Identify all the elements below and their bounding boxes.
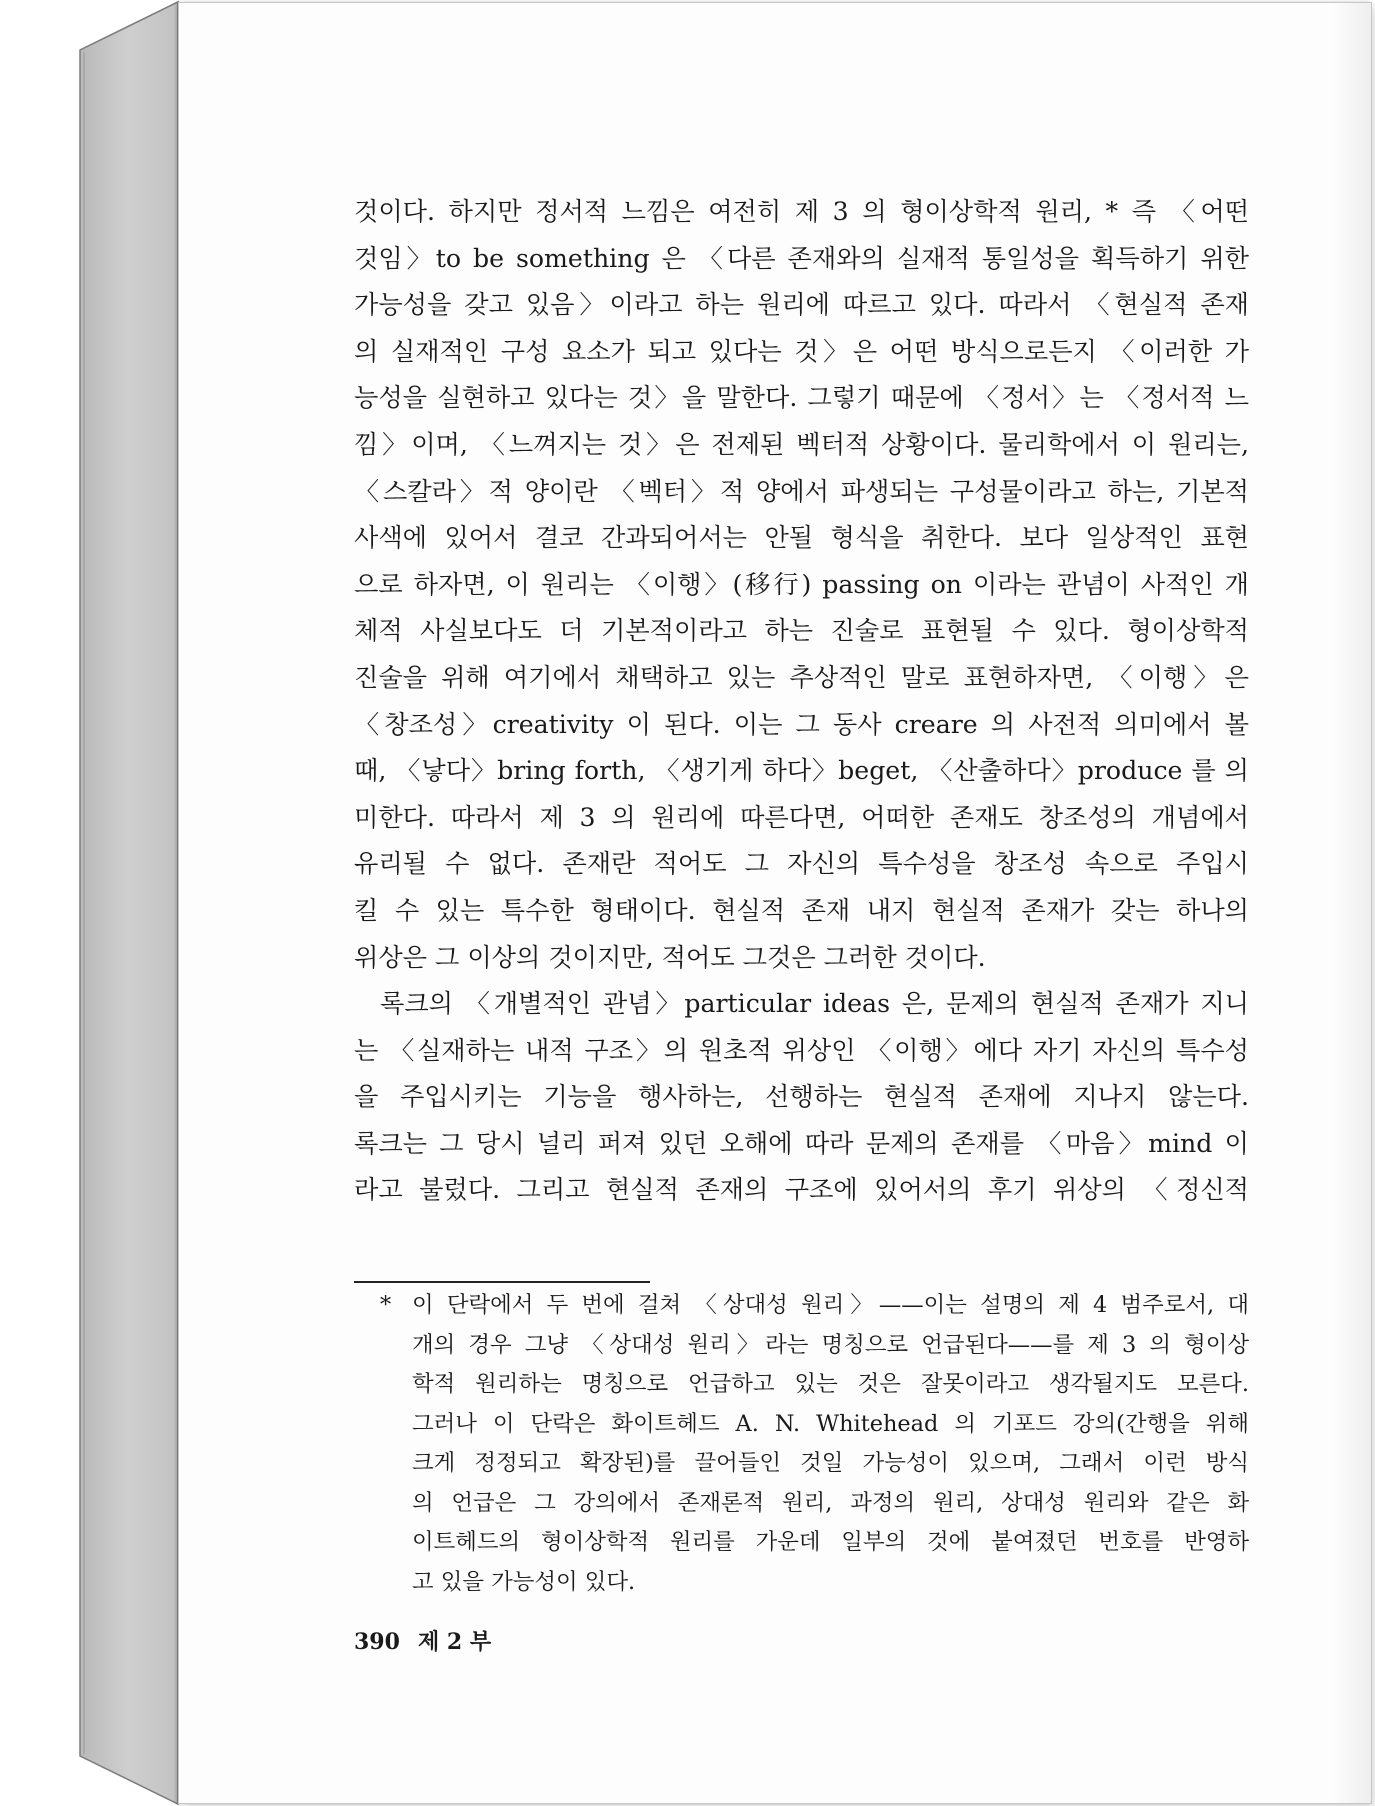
- body-line: 〈스칼라〉적 양이란 〈벡터〉적 양에서 파생되는 구성물이라고 하는, 기본적: [354, 476, 1249, 506]
- body-text: [354, 189, 1249, 1214]
- body-line: 유리될 수 없다. 존재란 적어도 그 자신의 특수성을 창조성 속으로 주입시: [354, 849, 1249, 879]
- body-line: 체적 사실보다도 더 기본적이라고 하는 진술로 표현될 수 있다. 형이상학적: [354, 616, 1249, 646]
- footnote-line: 크게 정정되고 확장된)를 끌어들인 것일 가능성이 있으며, 그래서 이런 방식: [412, 1450, 1249, 1476]
- footnote-divider: [354, 1281, 650, 1283]
- body-line: 는 〈실재하는 내적 구조〉의 원초적 위상인 〈이행〉에다 자기 자신의 특수성: [354, 1035, 1249, 1065]
- footnote-line: [354, 1286, 1249, 1326]
- body-line: 것이다. 하지만 정서적 느낌은 여전히 제 3 의 형이상학적 원리, * 즉 〈어떤: [354, 197, 1249, 226]
- body-line: 위상은 그 이상의 것이지만, 적어도 그것은 그러한 것이다.: [354, 942, 986, 972]
- body-line: 가능성을 갖고 있음〉이라고 하는 원리에 따르고 있다. 따라서 〈현실적 존재: [354, 290, 1249, 320]
- body-line: 록크는 그 당시 널리 퍼져 있던 오해에 따라 문제의 존재를 〈마음〉mind 이: [354, 1128, 1249, 1158]
- body-line: 을 주입시키는 기능을 행사하는, 선행하는 현실적 존재에 지나지 않는다.: [354, 1082, 1249, 1112]
- footnote-mark: *: [380, 1292, 392, 1318]
- footnote: [354, 1286, 1249, 1602]
- footnote-line: 이트헤드의 형이상학적 원리를 가운데 일부의 것에 붙여졌던 번호를 반영하: [412, 1529, 1249, 1555]
- part-label: 제 2 부: [417, 1629, 492, 1655]
- body-line: 킬 수 있는 특수한 형태이다. 현실적 존재 내지 현실적 존재가 갖는 하나의: [354, 895, 1249, 925]
- body-line: 〈창조성〉creativity 이 된다. 이는 그 동사 creare 의 사전적 의미에서 볼: [354, 709, 1249, 739]
- footnote-line: 그러나 이 단락은 화이트헤드 A. N. Whitehead 의 기포드 강의(간행을 위해: [412, 1410, 1249, 1437]
- body-line: 록크의 〈개별적인 관념〉particular ideas 은, 문제의 현실적 존재가 지니: [380, 989, 1249, 1019]
- body-line: 으로 하자면, 이 원리는 〈이행〉(移行) passing on 이라는 관념이 사적인 개: [354, 569, 1249, 599]
- body-line: 진술을 위해 여기에서 채택하고 있는 추상적인 말로 표현하자면, 〈이행〉은: [354, 662, 1249, 692]
- footnote-line-text: 이 단락에서 두 번에 걸쳐 〈상대성 원리〉——이는 설명의 제 4 범주로서, 대: [412, 1292, 1249, 1318]
- book-spine-face: [80, 2, 178, 1804]
- book-page: [178, 2, 1372, 1804]
- body-line: 미한다. 따라서 제 3 의 원리에 따른다면, 어떠한 존재도 창조성의 개념에서: [354, 802, 1249, 832]
- body-line: 때, 〈낳다〉bring forth, 〈생기게 하다〉beget, 〈산출하다〉produce 를 의: [354, 756, 1249, 786]
- body-line: 라고 불렀다. 그리고 현실적 존재의 구조에 있어서의 후기 위상의 〈정신적: [354, 1175, 1249, 1205]
- footnote-line: 고 있을 가능성이 있다.: [412, 1568, 636, 1595]
- body-line: 능성을 실현하고 있다는 것〉을 말한다. 그렇기 때문에 〈정서〉는 〈정서적 느: [354, 383, 1249, 413]
- body-line: 것임〉to be something 은 〈다른 존재와의 실재적 통일성을 획득하기 위한: [354, 243, 1249, 273]
- page-footer: [354, 1625, 491, 1656]
- page-number: 390: [354, 1629, 400, 1655]
- footnote-line: 의 언급은 그 강의에서 존재론적 원리, 과정의 원리, 상대성 원리와 같은 화: [412, 1489, 1249, 1516]
- footnote-line: 개의 경우 그냥 〈상대성 원리〉라는 명칭으로 언급된다——를 제 3 의 형이상: [412, 1331, 1249, 1358]
- footnote-line: 학적 원리하는 명칭으로 언급하고 있는 것은 잘못이라고 생각될지도 모른다.: [412, 1371, 1249, 1397]
- body-line: 낌〉이며, 〈느껴지는 것〉은 전제된 벡터적 상황이다. 물리학에서 이 원리는,: [354, 429, 1249, 459]
- body-line: 사색에 있어서 결코 간과되어서는 안될 형식을 취한다. 보다 일상적인 표현: [354, 523, 1249, 553]
- body-line: 의 실재적인 구성 요소가 되고 있다는 것〉은 어떤 방식으로든지 〈이러한 가: [354, 336, 1249, 366]
